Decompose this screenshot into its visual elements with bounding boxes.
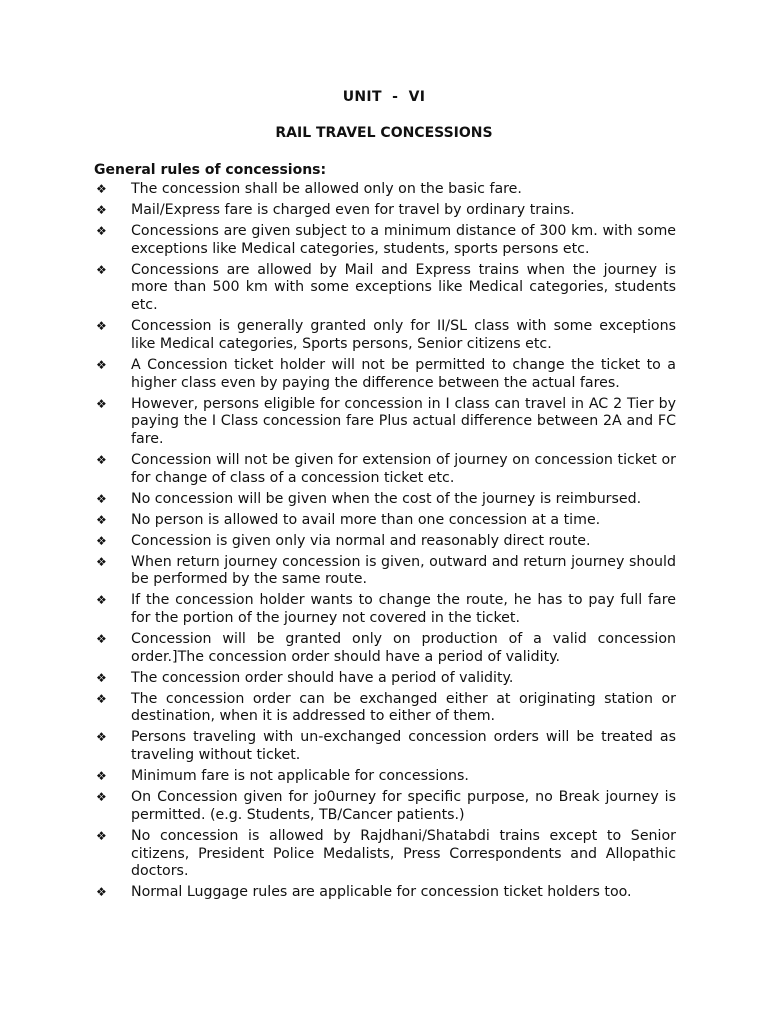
diamond-bullet-icon: ❖: [96, 554, 107, 569]
list-item: [94, 452, 676, 487]
list-item: [94, 491, 676, 509]
list-item: [94, 631, 676, 666]
list-item: [94, 223, 676, 258]
diamond-bullet-icon: ❖: [96, 224, 107, 238]
diamond-bullet-icon: ❖: [96, 632, 107, 647]
list-item: [94, 828, 676, 881]
diamond-bullet-icon: ❖: [96, 182, 107, 196]
list-item: [94, 729, 676, 764]
rule-text: If the concession holder wants to change the route, he has to pay full fare for the portion of the journey not covered in the ticket.: [131, 592, 676, 627]
rule-text: Concession will be granted only on production of a valid concession order.]The concession order should have a period of validity.: [131, 631, 676, 665]
unit-heading-text: UNIT - VI: [342, 89, 426, 105]
rule-text: Normal Luggage rules are applicable for concession ticket holders too.: [131, 884, 632, 901]
rule-text: On Concession given for jo0urney for specific purpose, no Break journey is permitted. (e.g. Students, TB/Cancer patients.): [131, 789, 676, 823]
list-item: [94, 357, 676, 392]
diamond-bullet-icon: ❖: [96, 262, 107, 277]
rule-text: Concessions are given subject to a minimum distance of 300 km. with some exceptions like Medical categories, students, sports persons etc.: [131, 223, 676, 257]
rule-text: When return journey concession is given, outward and return journey should be performed by the same route.: [131, 553, 676, 588]
rule-text: The concession shall be allowed only on the basic fare.: [131, 181, 522, 197]
diamond-bullet-icon: ❖: [96, 396, 107, 411]
rule-text: No person is allowed to avail more than one concession at a time.: [131, 511, 601, 528]
list-item: [94, 396, 676, 449]
diamond-bullet-icon: ❖: [96, 203, 107, 217]
page-title: RAIL TRAVEL CONCESSIONS: [275, 125, 493, 141]
list-item: [94, 592, 676, 627]
rule-text: Concessions are allowed by Mail and Express trains when the journey is more than 500 km with some exceptions like Medical categories, students etc.: [131, 261, 676, 314]
rule-text: Concession will not be given for extension of journey on concession ticket or for change of class of a concession ticket etc.: [131, 451, 676, 486]
diamond-bullet-icon: ❖: [96, 319, 107, 334]
rule-text: However, persons eligible for concession in I class can travel in AC 2 Tier by paying the I Class concession fare Plus actual difference between 2A and FC fare.: [131, 395, 676, 447]
list-item: [94, 789, 676, 824]
list-item: [94, 262, 676, 315]
diamond-bullet-icon: ❖: [96, 790, 107, 805]
rule-text: Concession is given only via normal and reasonably direct route.: [131, 532, 591, 549]
list-item: [94, 691, 676, 726]
rules-list: [94, 181, 676, 905]
list-item: [94, 181, 676, 199]
diamond-bullet-icon: ❖: [96, 512, 107, 527]
diamond-bullet-icon: ❖: [96, 593, 107, 608]
diamond-bullet-icon: ❖: [96, 670, 107, 685]
list-item: [94, 554, 676, 589]
diamond-bullet-icon: ❖: [96, 533, 107, 548]
rule-text: The concession order should have a period of validity.: [131, 669, 514, 686]
diamond-bullet-icon: ❖: [96, 730, 107, 745]
list-item: [94, 670, 676, 688]
diamond-bullet-icon: ❖: [96, 828, 107, 843]
list-item: [94, 884, 676, 902]
diamond-bullet-icon: ❖: [96, 357, 107, 372]
list-item: [94, 533, 676, 551]
diamond-bullet-icon: ❖: [96, 491, 107, 506]
rule-text: No concession will be given when the cost of the journey is reimbursed.: [131, 490, 642, 507]
list-item: [94, 318, 676, 353]
diamond-bullet-icon: ❖: [96, 452, 107, 467]
list-item: [94, 202, 676, 220]
diamond-bullet-icon: ❖: [96, 691, 107, 706]
rule-text: Concession is generally granted only for II/SL class with some exceptions like Medical categories, Sports persons, Senior citizens etc.: [131, 318, 676, 352]
rule-text: Persons traveling with un-exchanged concession orders will be treated as traveling without ticket.: [131, 729, 676, 764]
section-heading: General rules of concessions:: [94, 162, 327, 178]
diamond-bullet-icon: ❖: [96, 885, 107, 900]
list-item: [94, 512, 676, 530]
diamond-bullet-icon: ❖: [96, 769, 107, 784]
rule-text: Minimum fare is not applicable for concessions.: [131, 768, 469, 785]
rule-text: The concession order can be exchanged either at originating station or destination, when it is addressed to either of them.: [131, 690, 676, 725]
unit-heading: [0, 88, 768, 106]
rule-text: Mail/Express fare is charged even for travel by ordinary trains.: [131, 202, 575, 218]
rule-text: A Concession ticket holder will not be permitted to change the ticket to a higher class even by paying the difference between the actual fares.: [131, 356, 676, 391]
rule-text: No concession is allowed by Rajdhani/Shatabdi trains except to Senior citizens, President Police Medalists, Press Correspondents and Allopathic doctors.: [131, 827, 676, 880]
list-item: [94, 768, 676, 786]
